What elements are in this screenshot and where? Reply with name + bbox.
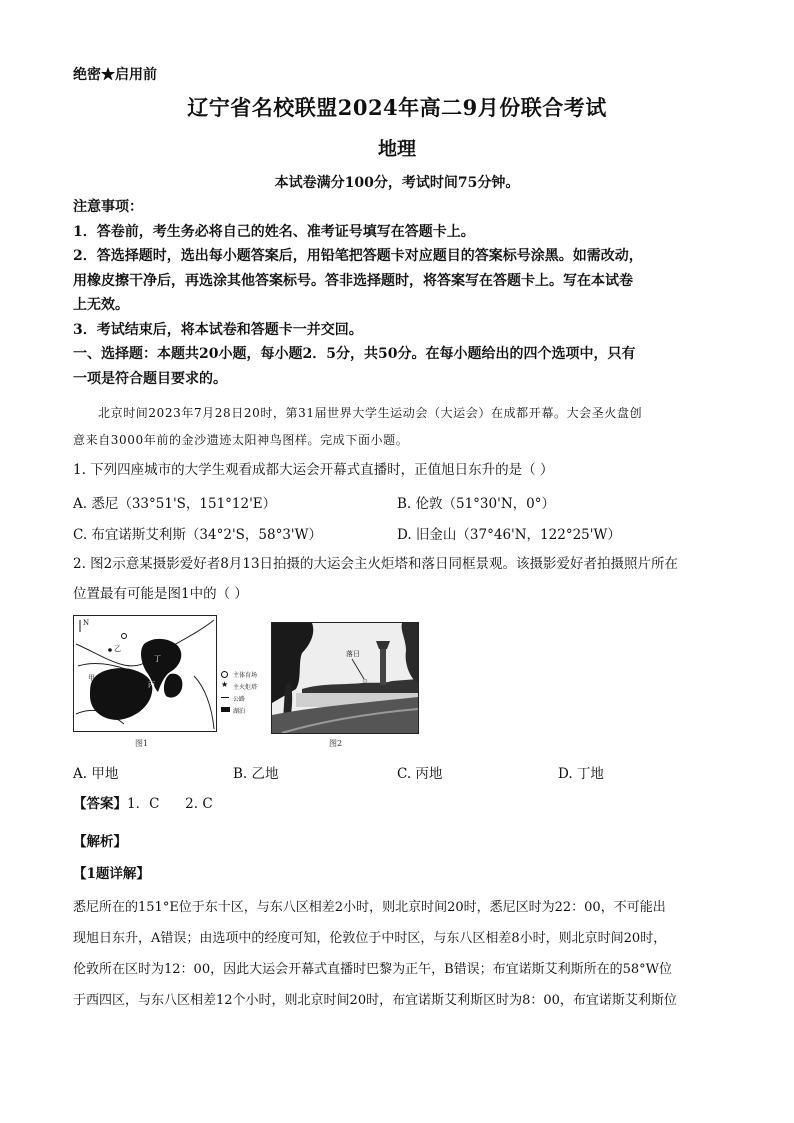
star-icon: ★	[221, 680, 229, 689]
answer-row	[73, 792, 213, 812]
notice-line: 用橡皮擦干净后，再选涂其他答案标号。答非选择题时，将答案写在答题卡上。写在本试卷	[73, 272, 633, 289]
map-label-bing: 丙	[148, 681, 155, 689]
legend-lake	[221, 706, 266, 718]
detail-line: 于西四区，与东八区相差12个小时，则北京时间20时，布宜诺斯艾利斯区时为8：00，布宜诺斯艾利斯位	[73, 993, 677, 1008]
map-drawing	[74, 616, 216, 731]
reading-passage	[73, 400, 733, 454]
section-heading: 一项是符合题目要求的。	[73, 370, 227, 387]
detail-line: 现旭日东升，A错误；由选项中的经度可知，伦敦位于中时区，与东八区相差8小时，则北京时间20时，	[73, 931, 667, 946]
figures	[73, 615, 423, 750]
notice-line: 2．答选择题时，选出每小题答案后，用铅笔把答题卡对应题目的答案标号涂黑。如需改动，	[73, 248, 643, 264]
passage-line: 意来自3000年前的金沙遗迹太阳神鸟图样。完成下面小题。	[73, 433, 409, 447]
subject-title: 地理	[377, 138, 416, 160]
q2-option-d: D. 丁地	[558, 766, 604, 782]
road-icon	[221, 697, 229, 698]
legend-road	[221, 694, 266, 706]
notice-line: 上无效。	[73, 297, 129, 313]
q1-option-c: C. 布宜诺斯艾利斯（34°2'S，58°3'W）	[73, 527, 323, 543]
answer-text: 1．C 2. C	[127, 796, 213, 812]
figure-1-map	[73, 615, 217, 732]
analysis-label: 【解析】	[73, 834, 127, 850]
legend-label: 湖泊	[233, 708, 246, 715]
passage-line: 北京时间2023年7月28日20时，第31届世界大学生运动会（大运会）在成都开幕。大会圣火盘创	[98, 406, 643, 420]
q1-option-d: D. 旧金山（37°46'N，122°25'W）	[397, 527, 621, 543]
q1-option-a: A. 悉尼（33°51'S，151°12'E）	[73, 496, 277, 512]
answer-label: 【答案】	[73, 796, 127, 812]
exam-info: 本试卷满分100分，考试时间75分钟。	[274, 175, 520, 191]
sunset-label: 落日	[346, 650, 360, 658]
map-label-yi: 乙	[114, 645, 121, 653]
figure-2-photo	[271, 622, 419, 734]
secret-label: 绝密★启用前	[73, 67, 157, 83]
north-label: N	[83, 619, 90, 627]
notice-line: 3．考试结束后，将本试卷和答题卡一并交回。	[73, 321, 363, 338]
stadium-icon	[221, 671, 228, 678]
map-legend	[221, 670, 266, 718]
svg-text:★: ★	[122, 671, 130, 680]
map-label-jia: 甲	[88, 674, 95, 682]
photo-drawing	[272, 623, 418, 733]
q2-option-b: B. 乙地	[233, 766, 279, 782]
notice-section	[73, 195, 733, 391]
map-label-ding: 丁	[154, 655, 161, 663]
question-2-stem: 2. 图2示意某摄影爱好者8月13日拍摄的大运会主火炬塔和落日同框景观。该摄影爱好者拍摄照片所在	[73, 556, 679, 572]
lake-icon	[221, 707, 230, 712]
notice-line: 1．答卷前，考生务必将自己的姓名、准考证号填写在答题卡上。	[73, 223, 475, 240]
figure-2-caption: 图2	[329, 739, 343, 748]
detail-line: 悉尼所在的151°E位于东十区，与东八区相差2小时，则北京时间20时，悉尼区时为22：00，不可能出	[73, 900, 666, 915]
section-heading: 一、选择题：本题共20小题，每小题2．5分，共50分。在每小题给出的四个选项中，只有	[73, 346, 636, 362]
figure-1-caption: 图1	[135, 739, 149, 748]
detail-line: 伦敦所在区时为12：00，因此大运会开幕式直播时巴黎为正午，B错误；布宜诺斯艾利斯所在的58°W位	[73, 962, 673, 977]
legend-torch	[221, 682, 266, 694]
question-1-stem: 1. 下列四座城市的大学生观看成都大运会开幕式直播时，正值旭日东升的是（ ）	[73, 462, 554, 478]
question-2-stem-cont: 位置最有可能是图1中的（ ）	[73, 586, 248, 602]
q1-option-b: B. 伦敦（51°30'N，0°）	[397, 496, 555, 512]
legend-label: 主体育场	[233, 672, 258, 679]
q2-option-c: C. 丙地	[397, 766, 443, 782]
detail-body	[73, 892, 733, 1016]
q2-option-a: A. 甲地	[73, 766, 119, 782]
exam-title: 辽宁省名校联盟2024年高二9月份联合考试	[187, 95, 607, 120]
detail-heading: 【1题详解】	[73, 866, 150, 882]
legend-label: 主火炬塔	[233, 684, 258, 691]
legend-label: 公路	[233, 696, 246, 703]
notice-heading: 注意事项：	[73, 199, 143, 215]
